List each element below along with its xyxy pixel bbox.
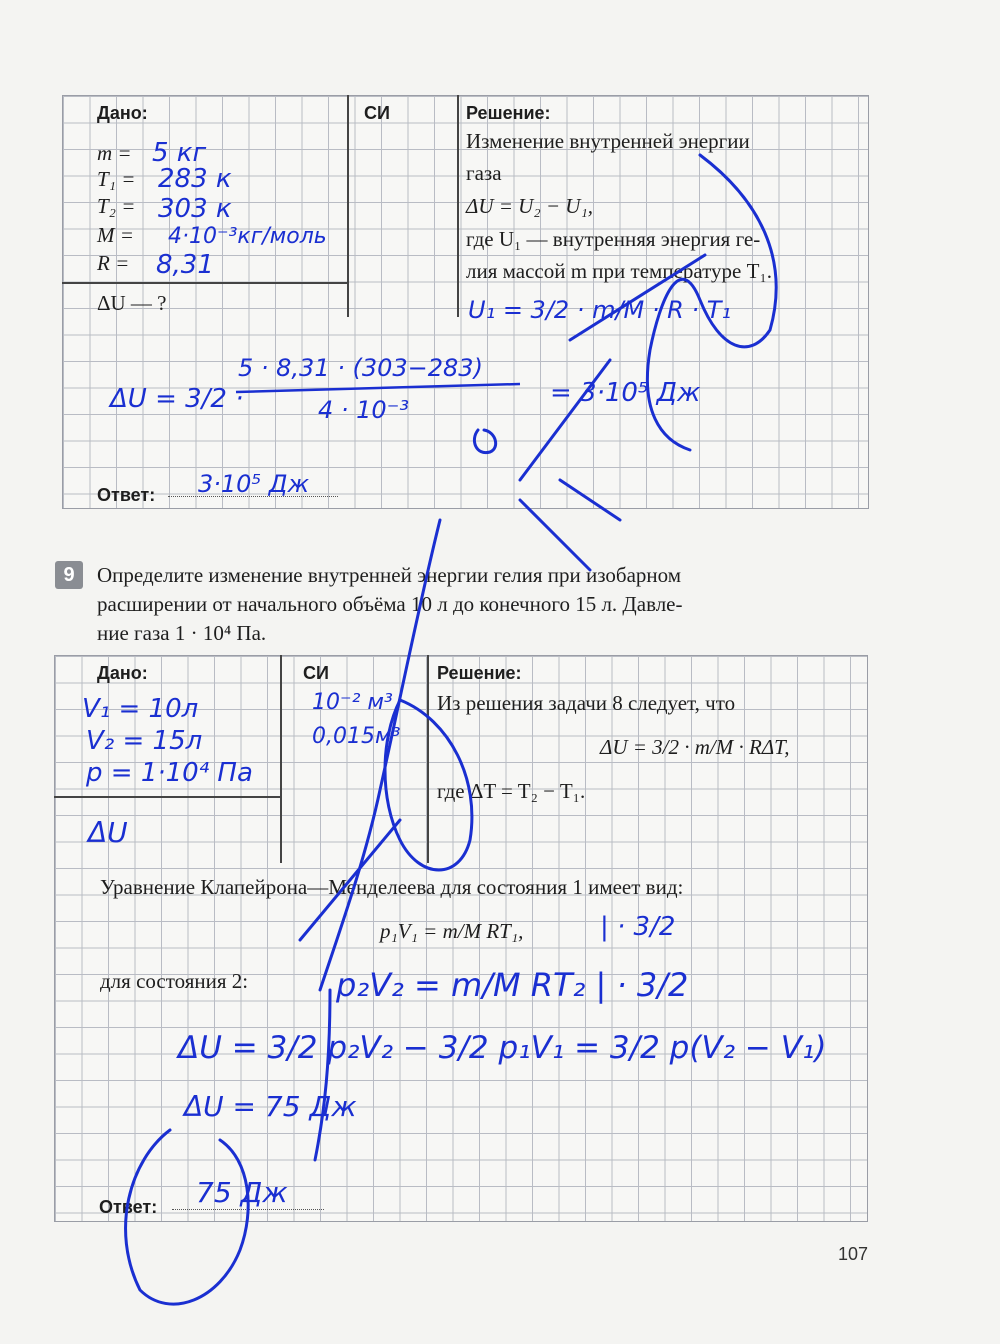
hand-du-result9: ΔU = 75 Дж bbox=[184, 1090, 357, 1123]
problem9-text-line3: ние газа 1 · 10⁴ Па. bbox=[97, 621, 267, 645]
problem8-given-label: Дано: bbox=[97, 103, 148, 123]
scribble-stroke-big-loop bbox=[385, 700, 472, 870]
solution9-line1: Из решения задачи 8 следует, что bbox=[437, 691, 736, 715]
hand-du-equation: ΔU = 3/2 p₂V₂ − 3/2 p₁V₁ = 3/2 p(V₂ − V₁) bbox=[178, 1030, 827, 1066]
hand-given-t2: 303 к bbox=[158, 194, 232, 224]
problem8-solution-label: Решение: bbox=[466, 103, 551, 123]
problem9-solution-label: Решение: bbox=[437, 663, 522, 683]
hand-u1-formula: U₁ = 3/2 · m/M · R · T₁ bbox=[468, 296, 731, 324]
hand-du-lhs: ΔU = 3/2 · bbox=[110, 384, 244, 414]
fraction-bar-problem8 bbox=[236, 384, 520, 392]
given-t1-label: T₁ = bbox=[97, 167, 136, 191]
problem9-text-line2: расширении от начального объёма 10 л до конечного 15 л. Давле- bbox=[97, 592, 683, 616]
problem9-given-label: Дано: bbox=[97, 663, 148, 683]
problem9-number-badge: 9 bbox=[55, 561, 83, 589]
hand-given-v1: V₁ = 10л bbox=[82, 694, 199, 724]
clapeyron-line: Уравнение Клапейрона—Менделеева для состояния 1 имеет вид: bbox=[100, 875, 684, 899]
hand-state1-multiplier: | · 3/2 bbox=[600, 912, 676, 942]
hand-si-v1: 10⁻² м³ bbox=[312, 690, 393, 715]
problem9-si-label: СИ bbox=[303, 663, 329, 683]
solution8-line3: ΔU = U₂ − U₁, bbox=[466, 194, 594, 218]
hand-given-t1: 283 к bbox=[158, 164, 232, 194]
hand-answer9: 75 Дж bbox=[196, 1176, 288, 1209]
scribble-stroke-lower bbox=[315, 990, 330, 1160]
solution9-line2: где ΔT = T₂ − T₁. bbox=[437, 779, 586, 803]
hand-du-numerator: 5 · 8,31 · (303−283) bbox=[238, 354, 483, 382]
hand-given-v2: V₂ = 15л bbox=[86, 726, 203, 756]
state2-label: для состояния 2: bbox=[100, 969, 249, 993]
problem9-text-line1: Определите изменение внутренней энергии гелия при изобарном bbox=[97, 563, 682, 587]
hand-given-p: p = 1·10⁴ Па bbox=[86, 758, 253, 788]
solution9-formula: ΔU = 3/2 · m/M · RΔT, bbox=[600, 735, 790, 759]
given-molar-mass-label: M = bbox=[97, 223, 134, 247]
scribble-stroke-diagonal5 bbox=[560, 480, 620, 520]
hand-given-molar-mass: 4·10⁻³кг/моль bbox=[168, 224, 327, 249]
scribble-stroke-vertical bbox=[320, 520, 440, 990]
hand-given-m: 5 кг bbox=[152, 138, 207, 168]
solution8-line5: лия массой m при температуре T₁. bbox=[466, 259, 773, 283]
given-t2-label: T₂ = bbox=[97, 194, 136, 218]
solution8-line2: газа bbox=[466, 161, 502, 185]
state1-formula: p₁V₁ = m/M RT₁, bbox=[380, 919, 524, 943]
hand-state2-equation: p₂V₂ = m/M RT₂ | · 3/2 bbox=[336, 966, 689, 1004]
scribble-stroke-diagonal1 bbox=[570, 255, 705, 340]
hand-du-denominator: 4 · 10⁻³ bbox=[318, 396, 409, 424]
problem8-si-label: СИ bbox=[364, 103, 390, 123]
solution8-line1: Изменение внутренней энергии bbox=[466, 129, 750, 153]
scribble-stroke-bottom-loop bbox=[126, 1130, 249, 1304]
solution8-line4: где U₁ — внутренняя энергия ге- bbox=[466, 227, 761, 251]
hand-du-result: = 3·10⁵ Дж bbox=[550, 378, 701, 408]
problem8-answer-label: Ответ: bbox=[97, 485, 156, 505]
hand-si-v2: 0,015м³ bbox=[312, 724, 401, 749]
problem9-answer-label: Ответ: bbox=[99, 1197, 158, 1217]
scribble-stroke-top-loop bbox=[647, 155, 776, 450]
scribble-stroke-diagonal3 bbox=[520, 500, 590, 570]
hand-given-r: 8,31 bbox=[156, 250, 214, 280]
page-number: 107 bbox=[838, 1244, 869, 1264]
scribble-stroke-small-circle bbox=[474, 430, 495, 453]
hand-answer8: 3·10⁵ Дж bbox=[198, 470, 310, 498]
find-delta-u: ΔU — ? bbox=[97, 291, 167, 315]
hand-find-du: ΔU bbox=[88, 816, 128, 849]
given-r-label: R = bbox=[97, 251, 130, 275]
scribble-stroke-diagonal2 bbox=[520, 360, 610, 480]
given-m-label: m = bbox=[97, 141, 132, 165]
scribble-stroke-diagonal4 bbox=[300, 820, 400, 940]
